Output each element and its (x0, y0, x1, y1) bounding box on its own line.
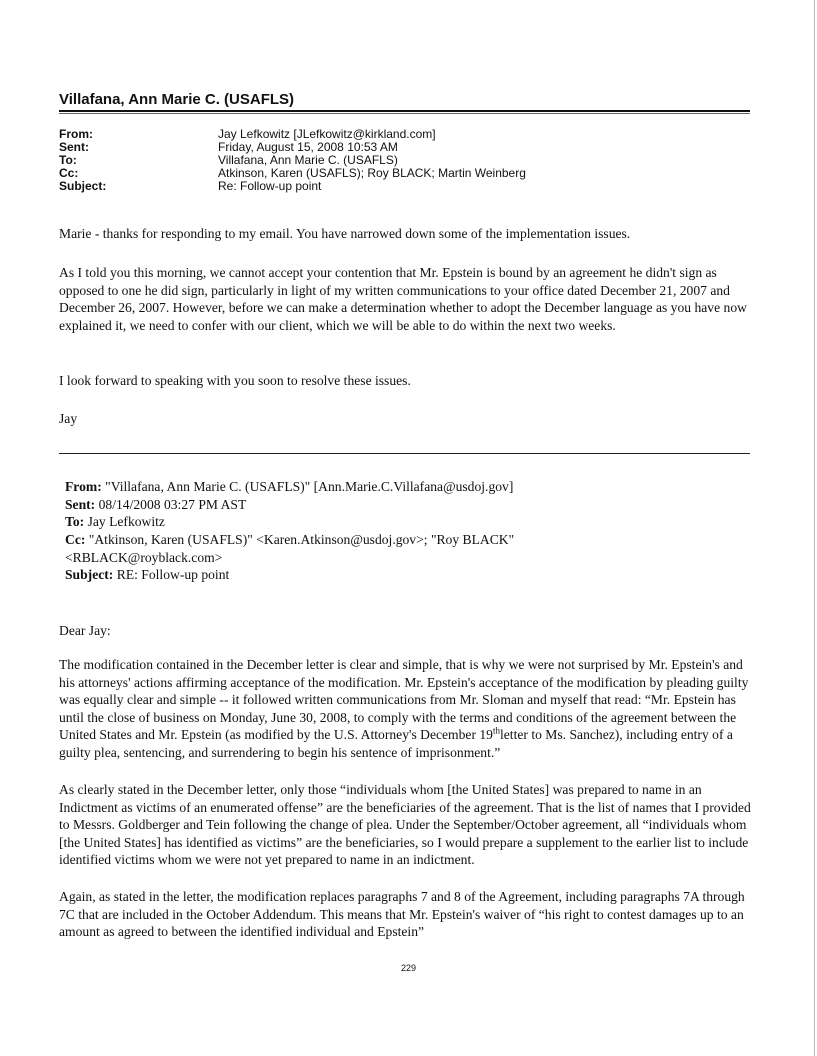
quoted-paragraph-3: Again, as stated in the letter, the modification replaces paragraphs 7 and 8 of the Agreement, including paragraphs 7A through 7C that are included in the October Addendum. This means that Mr. Epstein's waiver of “his right to contest damages up to an amount as agreed to between the identified individual and Epstein” (59, 889, 745, 939)
sent-value: Friday, August 15, 2008 10:53 AM (218, 140, 398, 154)
quoted-to-value: Jay Lefkowitz (87, 514, 165, 529)
reply-paragraph-3: I look forward to speaking with you soon to resolve these issues. (59, 373, 411, 388)
to-value: Villafana, Ann Marie C. (USAFLS) (218, 153, 398, 167)
cc-value: Atkinson, Karen (USAFLS); Roy BLACK; Martin Weinberg (218, 166, 526, 180)
quoted-cc-row (65, 531, 625, 566)
header-rule (59, 110, 750, 112)
from-label: From: (59, 127, 93, 141)
quoted-paragraph-1-text: The modification contained in the December letter is clear and simple, that is why we were not surprised by Mr. Epstein's and his attorneys' actions affirming acceptance of the modification. Mr. Epstein's acceptance of the modification by pleading guilty was equally clear and simple -- it followed written communications from Mr. Sloman and myself that read: “Mr. Epstein has until the close of business on Monday, June 30, 2008, to comply with the terms and conditions of the agreement between the United States and Mr. Epstein (as modified by the U.S. Attorney's December 19 (59, 657, 749, 742)
from-value: Jay Lefkowitz [JLefkowitz@kirkland.com] (218, 127, 436, 141)
quoted-from-label: From: (65, 479, 102, 494)
ordinal-suffix: th (492, 725, 500, 736)
quoted-sent-label: Sent: (65, 497, 96, 512)
quoted-paragraph-1-text-cont: letter to Ms. Sanchez), including entry of a guilty plea, sentencing, and surrendering to begin his sentence of imprisonment.” (59, 727, 733, 760)
quoted-cc-value: "Atkinson, Karen (USAFLS)" <Karen.Atkinson@usdoj.gov>; "Roy BLACK" <RBLACK@royblack.com> (65, 532, 515, 565)
quoted-from-value: "Villafana, Ann Marie C. (USAFLS)" [Ann.Marie.C.Villafana@usdoj.gov] (105, 479, 514, 494)
signature: Jay (59, 411, 78, 426)
reply-paragraph-1: Marie - thanks for responding to my email. You have narrowed down some of the implementation issues. (59, 226, 631, 241)
quoted-subject-row (65, 566, 715, 584)
to-label: To: (59, 153, 77, 167)
quoted-greeting: Dear Jay: (59, 623, 111, 638)
quoted-subject-value: RE: Follow-up point (116, 567, 230, 582)
subject-label: Subject: (59, 179, 107, 193)
header-rule-thin (59, 113, 750, 114)
quoted-from-row (65, 478, 715, 496)
quoted-to-label: To: (65, 514, 85, 529)
cc-label: Cc: (59, 166, 79, 180)
page-edge (814, 0, 815, 1056)
sent-label: Sent: (59, 140, 89, 154)
quoted-paragraph-2: As clearly stated in the December letter, only those “individuals whom [the United States] was prepared to name in an Indictment as victims of an enumerated offense” are the beneficiaries of the agreement. That is the list of names that I provided to Messrs. Goldberger and Tein following the change of plea. Under the September/October agreement, all “individuals whom [the United States] has identified as victims” are the beneficiaries, so I would prepare a supplement to the earlier list to include identified victims whom we were not yet prepared to name in an indictment. (59, 782, 751, 867)
quoted-to-row (65, 513, 715, 531)
reply-paragraph-2: As I told you this morning, we cannot accept your contention that Mr. Epstein is bound by an agreement he didn't sign as opposed to one he did sign, particularly in light of my written communications to your office dated December 21, 2007 and December 26, 2007. However, before we can make a determination whether to adopt the December language as you have now explained it, we need to confer with our client, which we will be able to do within the next two weeks. (59, 265, 747, 333)
page-number: 229 (400, 963, 417, 973)
quoted-cc-label: Cc: (65, 532, 86, 547)
subject-value: Re: Follow-up point (218, 179, 322, 193)
mailbox-title: Villafana, Ann Marie C. (USAFLS) (59, 91, 295, 108)
quoted-subject-label: Subject: (65, 567, 114, 582)
quoted-paragraph-1 (59, 656, 754, 761)
quoted-sent-row (65, 496, 715, 514)
quote-separator (59, 453, 750, 454)
quoted-sent-value: 08/14/2008 03:27 PM AST (98, 497, 247, 512)
